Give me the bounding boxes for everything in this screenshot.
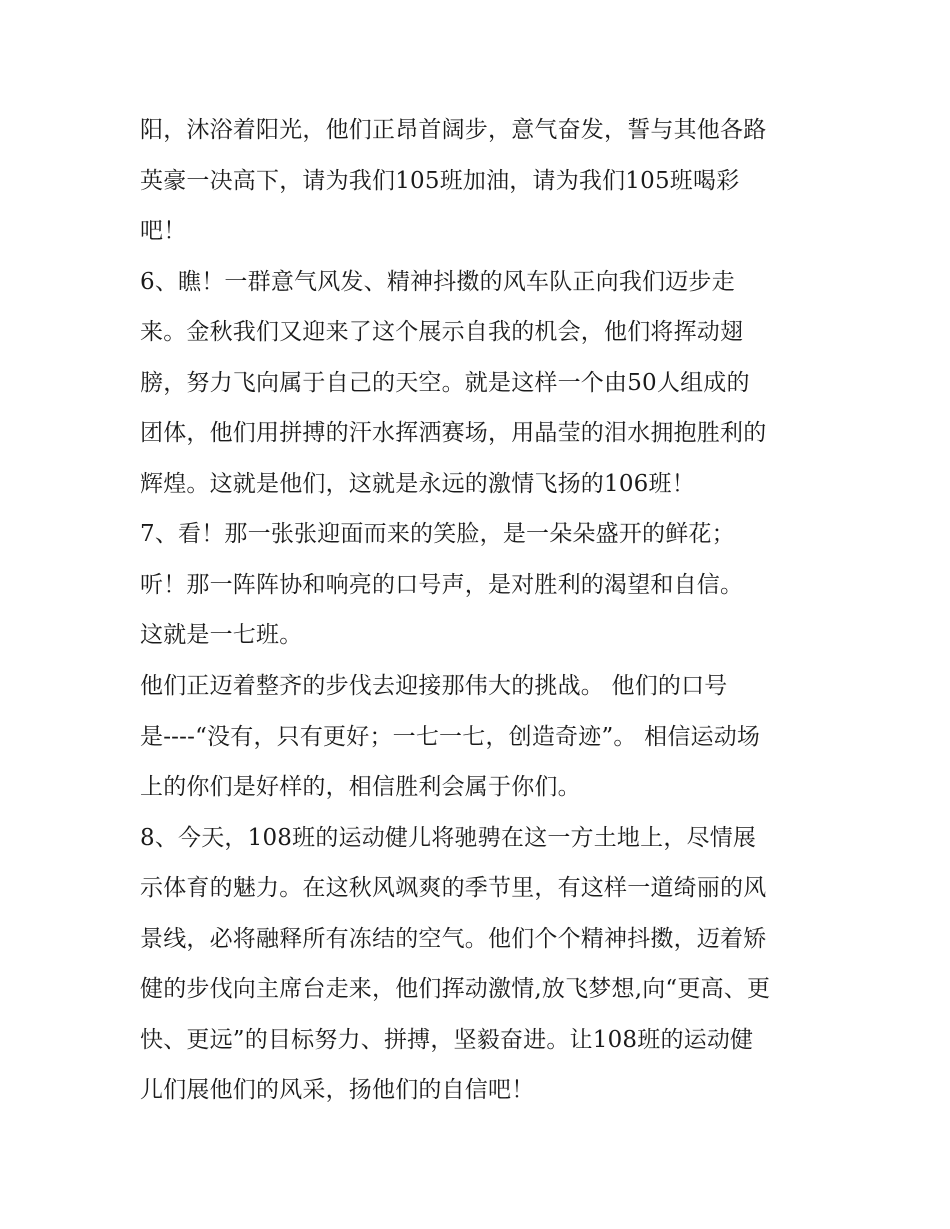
text-line: 儿们展他们的风采，扬他们的自信吧！ bbox=[140, 1077, 535, 1103]
text-line: 是----“没有，只有更好；一七一七，创造奇迹”。 相信运动场 bbox=[140, 724, 761, 750]
text-line: 7、看！那一张张迎面而来的笑脸，是一朵朵盛开的鲜花； bbox=[140, 521, 735, 547]
text-line: 6、瞧！一群意气风发、精神抖擞的风车队正向我们迈步走 bbox=[140, 269, 735, 295]
text-line: 8、今天，108班的运动健儿将驰骋在这一方土地上，尽情展 bbox=[140, 825, 757, 851]
text-line: 景线，必将融释所有冻结的空气。他们个个精神抖擞，迈着矫 bbox=[140, 926, 767, 952]
text-line: 辉煌。这就是他们，这就是永远的激情飞扬的106班！ bbox=[140, 471, 695, 497]
text-line: 听！那一阵阵协和响亮的口号声，是对胜利的渴望和自信。 bbox=[140, 572, 744, 598]
text-line: 吧！ bbox=[140, 218, 187, 244]
text-line: 阳，沐浴着阳光，他们正昂首阔步，意气奋发，誓与其他各路 bbox=[140, 117, 767, 143]
text-line: 上的你们是好样的，相信胜利会属于你们。 bbox=[140, 774, 581, 800]
text-line: 快、更远”的目标努力、拼搏，坚毅奋进。让108班的运动健 bbox=[140, 1027, 754, 1053]
text-line: 来。金秋我们又迎来了这个展示自我的机会，他们将挥动翅 bbox=[140, 319, 744, 345]
text-line: 他们正迈着整齐的步伐去迎接那伟大的挑战。 他们的口号 bbox=[140, 673, 728, 699]
text-line: 团体，他们用拼搏的汗水挥洒赛场，用晶莹的泪水拥抱胜利的 bbox=[140, 420, 767, 446]
text-line: 健的步伐向主席台走来，他们挥动激情,放飞梦想,向“更高、更 bbox=[140, 976, 771, 1002]
text-line: 这就是一七班。 bbox=[140, 622, 303, 648]
text-line: 膀，努力飞向属于自己的天空。就是这样一个由50人组成的 bbox=[140, 370, 750, 396]
text-line: 英豪一决高下，请为我们105班加油，请为我们105班喝彩 bbox=[140, 168, 740, 194]
text-line: 示体育的魅力。在这秋风飒爽的季节里，有这样一道绮丽的风 bbox=[140, 875, 767, 901]
